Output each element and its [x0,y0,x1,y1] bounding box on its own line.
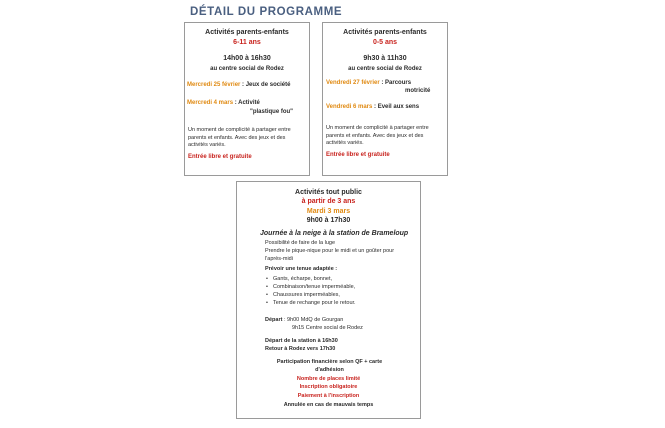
item-sep: : [240,82,246,88]
participation: Participation financière selon QF + carte d'adhésion [276,359,383,373]
activity-card-0-5 [322,22,448,176]
station-departure: Départ de la station à 16h30 [265,338,338,344]
card-title: Activités parents-enfants [205,29,289,36]
card-place: au centre social de Rodez [348,66,422,72]
item-label-continued: motricité [405,88,431,94]
departure-label: Départ [265,317,283,323]
departure-time-1: : 9h00 MdQ de Gourgan [282,317,344,323]
card-description: Un moment de complicité à partager entre parents et enfants. Avec des jeux et des activités variés. [188,127,291,148]
gear-item: • Combinaison/tenue imperméable, [273,283,356,291]
card-age: à partir de 3 ans [301,198,356,205]
return-time: Retour à Rodez vers 17h30 [265,346,336,352]
card-place: au centre social de Rodez [210,66,284,72]
schedule-item [326,103,419,111]
departure-line [265,317,343,325]
item-label: Activité [238,100,260,106]
info-line: Prendre le pique-nique pour le midi et un goûter pour l'après-midi [265,248,395,262]
item-date: Mercredi 25 février [187,82,241,88]
item-sep: : [372,104,378,110]
item-date: Vendredi 6 mars [326,104,373,110]
card-hours: 9h30 à 11h30 [363,55,407,62]
weather-cancellation: Annulée en cas de mauvais temps [283,402,374,408]
activity-card-6-11 [184,22,310,176]
item-date: Vendredi 27 février [326,80,380,86]
item-sep: : [379,80,386,86]
item-label: Eveil aux sens [377,104,420,110]
gear-list [257,275,356,307]
registration-required: Inscription obligatoire [299,384,358,390]
card-age: 0-5 ans [372,39,398,46]
card-title: Activités tout public [295,189,362,196]
card-title: Activités parents-enfants [343,29,427,36]
schedule-item [326,79,411,87]
departure-time-2: 9h15 Centre social de Rodez [292,325,363,331]
card-subtitle: Journée à la neige à la station de Brameloup [260,230,409,237]
card-hours: 14h00 à 16h30 [223,55,271,62]
gear-item: • Tenue de rechange pour le retour. [273,299,356,307]
item-sep: : [233,100,239,106]
payment-at-registration: Paiement à l'inscription [297,393,360,399]
page-heading: DÉTAIL DU PROGRAMME [190,6,343,18]
item-label: Jeux de société [245,82,291,88]
info-line: Possibilité de faire de la luge [265,240,336,246]
card-date: Mardi 3 mars [306,208,351,215]
item-date: Mercredi 4 mars [187,100,234,106]
schedule-item [187,81,290,89]
gear-title: Prévoir une tenue adaptée : [265,266,338,272]
gear-item: • Gants, écharpe, bonnet, [273,275,356,283]
gear-item: • Chaussures imperméables, [273,291,356,299]
limited-places: Nombre de places limité [296,376,361,382]
card-description: Un moment de complicité à partager entre parents et enfants. Avec des jeux et des activités variés. [326,125,429,146]
schedule-item [187,99,260,107]
card-age: 6-11 ans [233,39,261,46]
item-label-continued: "plastique fou" [250,109,294,115]
activity-card-all-public [236,181,421,419]
entry-free: Entrée libre et gratuite [188,154,252,160]
entry-free: Entrée libre et gratuite [326,152,390,158]
item-label: Parcours [385,80,412,86]
card-hours: 9h00 à 17h30 [306,217,351,224]
